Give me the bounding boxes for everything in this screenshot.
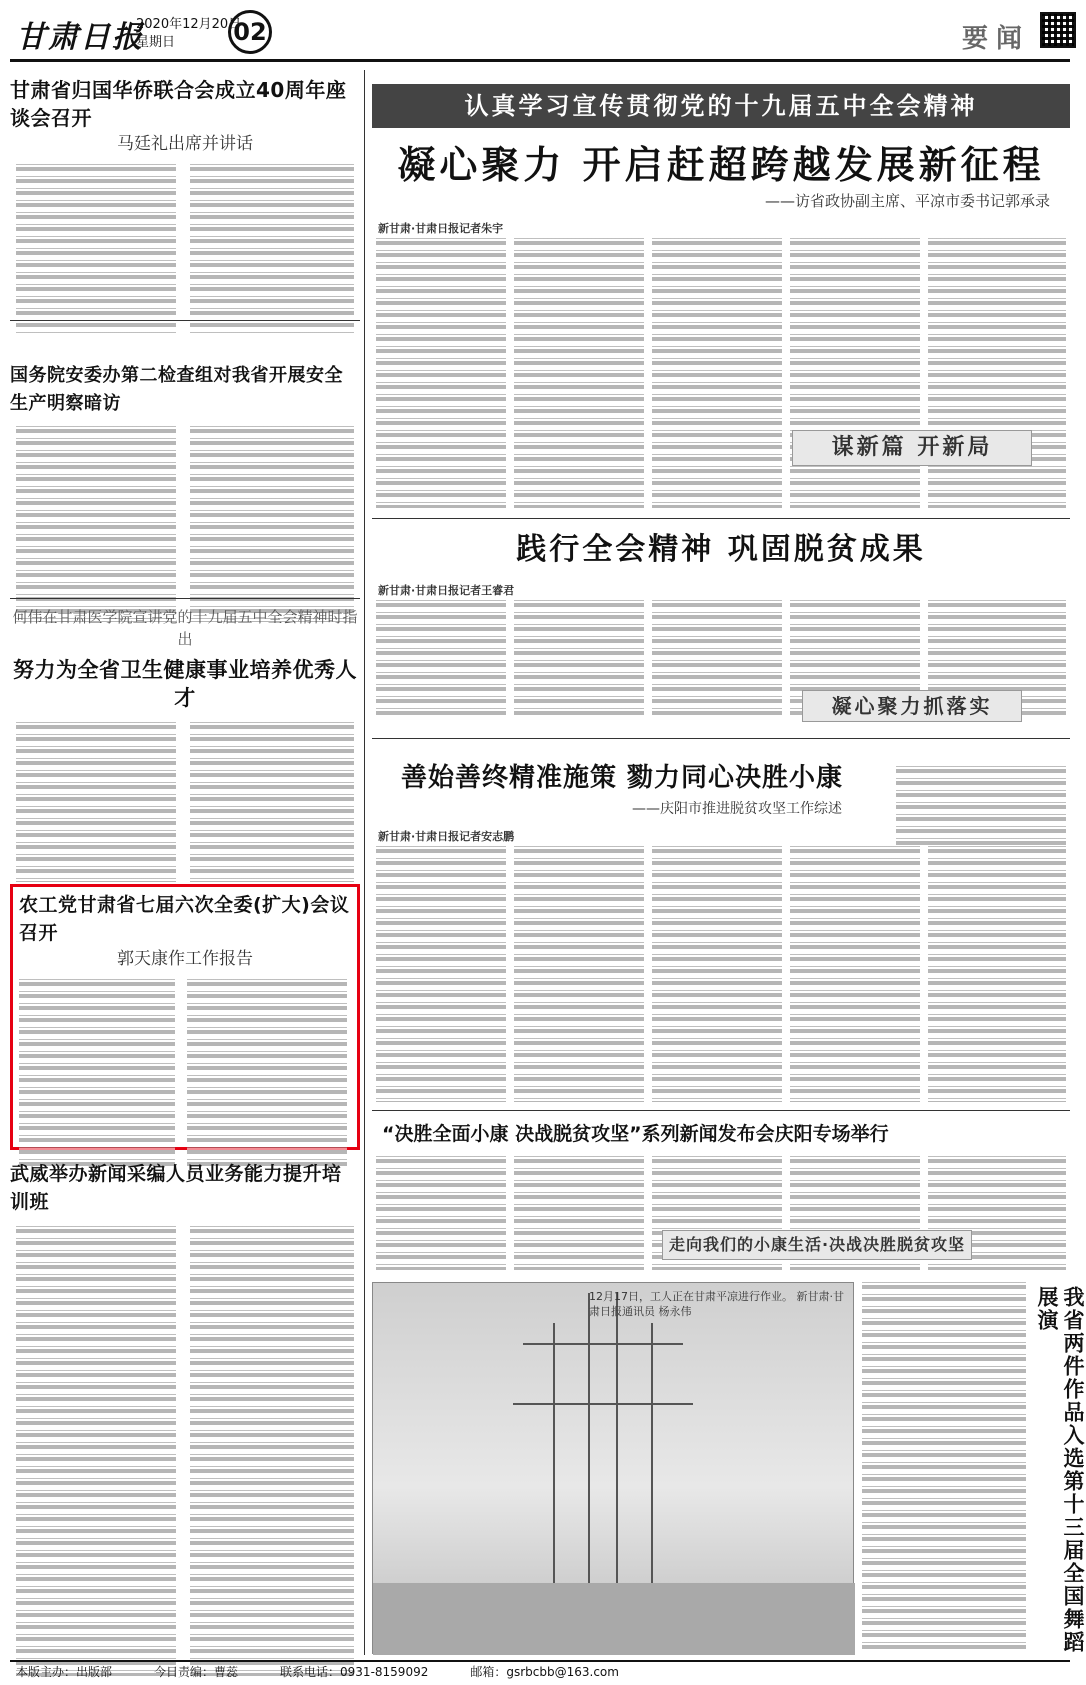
page-number: 02	[228, 10, 272, 54]
lead-article-body	[372, 238, 1070, 508]
footer-editor: 今日责编：曹蕊	[154, 1665, 239, 1679]
article-peasants-workers-party[interactable]	[10, 884, 360, 1150]
article-title: 国务院安委办第二检查组对我省开展安全生产明察暗访	[10, 365, 343, 414]
third-byline: 新甘肃·甘肃日报记者安志鹏	[378, 830, 515, 843]
vertical-article-title: 我省两件作品入选第十三届全国舞蹈展演	[1035, 1286, 1085, 1654]
left-column	[10, 70, 360, 1655]
article-title: 农工党甘肃省七届六次全委(扩大)会议召开	[19, 894, 350, 944]
issue-date	[136, 16, 241, 52]
article-body	[13, 979, 357, 1171]
photo-caption	[589, 1289, 849, 1319]
fourth-article-title: “决胜全面小康 决战脱贫攻坚”系列新闻发布会庆阳专场举行	[382, 1123, 889, 1145]
section-name: 要闻	[962, 24, 1031, 54]
vertical-article-body	[860, 1282, 1028, 1654]
news-photo	[372, 1282, 854, 1654]
photo-caption-text: 12月17日，工人正在甘肃平凉进行作业。	[589, 1290, 793, 1303]
article-overseas-chinese	[10, 76, 360, 314]
footer-email: 邮箱：gsrbcbb@163.com	[470, 1665, 619, 1679]
badge-moderately-prosperous-life: 走向我们的小康生活·决战决胜脱贫攻坚	[662, 1230, 972, 1260]
article-subtitle: 马廷礼出席并讲话	[117, 134, 253, 154]
article-title: 武威举办新闻采编人员业务能力提升培训班	[10, 1163, 342, 1213]
article-body	[10, 722, 360, 882]
third-article-body-top	[892, 766, 1070, 846]
date-text: 2020年12月20日	[136, 17, 242, 32]
right-column	[372, 70, 1085, 1655]
lead-byline: 新甘肃·甘肃日报记者朱宇	[378, 222, 504, 235]
badge-focus-implementation: 凝心聚力抓落实	[802, 690, 1022, 722]
second-byline: 新甘肃·甘肃日报记者王睿君	[378, 584, 515, 597]
third-article-subtitle: ——庆阳市推进脱贫攻坚工作综述	[632, 801, 842, 817]
lead-article-title: 凝心聚力 开启赶超跨越发展新征程	[397, 143, 1045, 187]
article-title: 甘肃省归国华侨联合会成立40周年座谈会召开	[10, 78, 347, 130]
article-wuwei-training	[10, 1160, 360, 1650]
photo-credit: 新甘肃·甘肃日报通讯员 杨永伟	[589, 1290, 844, 1318]
qr-code-icon	[1040, 12, 1076, 48]
footer-organizer: 本版主办：出版部	[16, 1665, 113, 1679]
article-body	[10, 1226, 360, 1676]
article-body	[10, 164, 360, 334]
newspaper-logo: 甘肃日报	[16, 20, 144, 55]
second-article-title: 践行全会精神 巩固脱贫成果	[516, 532, 926, 567]
lead-article-subtitle: ——访省政协副主席、平凉市委书记郭承录	[764, 192, 1050, 210]
third-article-title: 善始善终精准施策 勠力同心决胜小康	[400, 763, 844, 793]
badge-new-chapter: 谋新篇 开新局	[792, 430, 1032, 466]
article-medical-university	[10, 606, 360, 842]
article-safety-inspection	[10, 362, 360, 594]
article-subtitle: 郭天康作工作报告	[117, 949, 253, 969]
page-footer	[10, 1660, 1070, 1682]
article-title: 努力为全省卫生健康事业培养优秀人才	[13, 658, 357, 710]
masthead	[10, 6, 1070, 62]
special-topic-banner: 认真学习宣传贯彻党的十九届五中全会精神	[372, 84, 1070, 128]
footer-phone: 联系电话：0931-8159092	[280, 1665, 429, 1679]
third-article-body	[372, 846, 1070, 1102]
article-body	[10, 426, 360, 622]
article-kicker: 何伟在甘肃医学院宣讲党的十九届五中全会精神时指出	[12, 608, 358, 648]
weekday-text: 星期日	[136, 35, 176, 50]
